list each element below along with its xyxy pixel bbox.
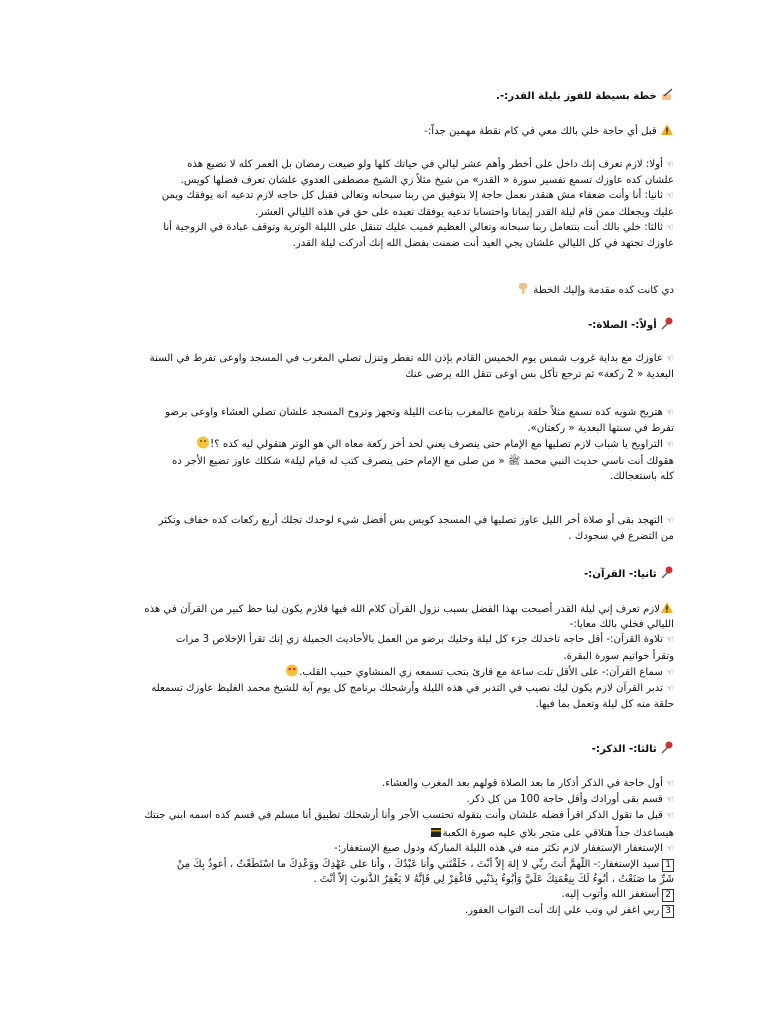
pointing-hand-icon: ☜ [665,408,674,418]
list-item-cont: من التضرع في سجودك . [568,531,674,543]
quran-intro: لازم تعرف إني ليلة القدر أصبحت بهذا الفضل بسبب نزول القرآن كلام الله فيها فلازم يكون لينا حظ كبير من القرآن في هذه [104,601,674,617]
list-item-cont: كله باستعجالك. [610,470,674,482]
pushpin-icon [660,566,674,579]
list-item: ☜هتريح شويه كده تسمع مثلاً حلقة برنامج عالمغرب بتاعت الليلة وتجهز وتروح المسجد علشان تصلي العشاء واوعى برضو [104,405,674,421]
list-item: ☜تلاوة القرآن:- أقل حاجه تاخدلك جزء كل ليلة وخليك برضو من العمل بالأحاديث الجميلة زي إنك تقرأ الإخلاص 3 مرات [104,632,674,648]
list-item: ☜أول حاجة في الذكر أذكار ما بعد الصلاة قولهم بعد المغرب والعشاء. [104,776,674,792]
intro-points [104,157,674,251]
pointing-hand-icon: ☜ [665,160,674,170]
number-badge: 2 [662,889,674,902]
list-item-cont: عاوزك تجتهد في كل الليالي علشان يجي العيد أنت ضمنت بفضل الله إنك أدركت ليلة القدر. [292,238,674,250]
istighfar-item: 3ربي اغفر لي وتب علي إنك أنت التواب الغفور. [104,903,674,918]
intro-block [104,123,674,139]
list-item: ☜أولا: لازم تعرف إنك داخل على أخطر وأهم عشر ليالي في حياتك كلها ولو ضيعت رمضان بل العمر كله لا تضيع هذه [104,157,674,173]
list-item: ☜الإستغفار الإستغفار لازم تكثر منه في هذه الليلة المباركة ودول صيغ الإستغفار:- [104,841,674,857]
list-item-cont: عليك ويجعلك ممن قام ليلة القدر إيمانا واحتسابا تدعيه يوفقك تعبده على حق في هذه الليالي العشر. [255,206,674,218]
section-dhikr-heading [104,741,674,757]
list-item-cont: حلقة منه كل ليلة وتعمل بما فيها. [535,699,674,711]
warning-icon [660,601,674,614]
pointing-hand-icon: ☜ [665,843,674,854]
pointing-hand-icon: ☜ [665,222,674,233]
pointing-hand-icon: ☜ [665,354,674,364]
list-item: ☜سماع القرآن:- على الأقل تلت ساعة مع قارئ بتحب تسمعه زي المنشاوي حبيب القلب. [104,664,674,681]
number-badge: 1 [662,859,674,872]
list-item: ☜ثانيا: أنا وأنت ضعفاء مش هنقدر نعمل حاجة إلا بتوفيق من ربنا سبحانه وتعالى فقبل كل حاجه لازم تدعيه انه يوفقك ويمن [104,188,674,204]
transition-text: دي كانت كده مقدمة وإليك الخطة [533,285,674,296]
transition-block [104,282,674,298]
intro-text: قبل أي حاجة خلي بالك معي في كام نقطة مهمين جداً:- [424,126,657,137]
pointing-hand-icon: ☜ [665,779,674,789]
section-heading: ثالثا:- الذكر:- [591,744,657,755]
thinking-face-icon [196,436,210,449]
istighfar-item: 1سيد الإستغفار:- اللَّهمَّ أنتَ ربِّي لا إلهَ إلاَّ أنْتَ ، خَلَقْتَني وأنا عَبْدُكَ ، وأنا على عَهْدِكَ ووَعْدِكَ ما اسْتَطَعْتُ ، أعوذُ بِكَ مِنْ [104,857,674,872]
list-item: ☜ثالثا: خلي بالك أنت بتتعامل ربنا سبحانه وتعالي العظيم فميب عليك تتنقل على الليلة الوترية وتوقف عبادة في الزوجية أنا [104,220,674,236]
number-badge: 3 [662,905,674,918]
istighfar-item-cont: شَرِّ ما صَنَعْتُ ، أبُوءُ لَكَ بِنِعْمَتِكَ عَلَيَّ وَأَبُوءُ بِذَنْبِي فَاغْفِرْ لِي فَإنَّهُ لا يَغْفِرُ الذُّنوبَ إلاَّ أنْتَ . [313,874,674,886]
list-item: ☜قسم بقى أورادك وأقل حاجة 100 من كل ذكر. [104,792,674,808]
list-item: ☜قبل ما تقول الذكر اقرأ فضله علشان وأنت بتقوله تحتسب الأجر وأنا أرشحلك تطبيق أنا مسلم في قسم كده اسمه ابني جنتك [104,808,674,824]
section-heading: أولاً:- الصلاة:- [588,320,657,331]
list-item: ☜عاوزك مع بداية غروب شمس يوم الخميس القادم بإذن الله تفطر وتنزل تصلي المغرب في المسجد واوعى تفرط في السنة [104,351,674,367]
pointing-hand-icon: ☜ [665,516,674,526]
prayer-points [104,351,674,382]
istighfar-item: 2أستغفر الله وأتوب إليه. [104,887,674,902]
section-quran-heading [104,566,674,582]
list-item-cont: هقولك أنت ناسي حديث النبي محمد ﷺ « من صلى مع الإمام حتى ينصرف كتب له قيام ليلة» شكلك عاوز تضيع الأجر ده [172,455,674,467]
kaaba-icon [429,825,443,838]
dhikr-block [104,776,674,918]
page-title: خطة بسيطة للفوز بليلة القدر:-. [496,91,657,102]
pushpin-icon [660,741,674,754]
pointing-hand-icon: ☜ [665,191,674,202]
quran-block [104,601,674,712]
pointing-hand-icon: ☜ [665,811,674,822]
list-item-cont: علشان كده عاوزك تسمع تفسير سورة « القدر» من شيخ مثلاً زي الشيخ مصطفى العدوي علشان تعرف فضلها كويس. [180,175,674,187]
list-item: ☜التراويح يا شباب لازم تصليها مع الإمام حتى ينصرف يعني لحد أخر ركعة معاه الي هو الوتر هتقولي ليه كده ؟! [104,436,674,453]
section-prayer-heading [104,317,674,333]
writing-hand-icon [660,88,674,101]
pointing-hand-icon: ☜ [665,667,674,678]
list-item-cont: وتقرأ خواتيم سورة البقرة. [563,650,674,662]
warning-icon [660,123,674,136]
list-item: ☜تدبر القرآن لازم يكون ليك نصيب في التدبر في هذه الليلة وأرشحلك برنامج كل يوم آية للشيخ محمد الغليظ عاوزك تسمعله [104,681,674,697]
pointing-hand-icon: ☜ [665,795,674,806]
title-block [104,88,674,104]
pointing-hand-icon: ☜ [665,440,674,451]
list-item: ☜التهجد بقى أو صلاة أخر الليل عاوز تصليها في المسجد كويس بس أفضل شيء لوحدك تجلك أربع ركعات كده خفاف وتكثر [104,513,674,529]
list-item-cont: البعدية « 2 ركعة» ثم ترجع تأكل بس اوعى تتقل الله يرضى عنك [405,369,674,381]
list-item-cont: تفرط في سنتها البعدية « ركعتان». [527,423,674,435]
prayer-points-3 [104,513,674,544]
pointing-down-icon [516,282,530,295]
pointing-hand-icon: ☜ [665,635,674,646]
list-item-cont: هيساعدك جداً هتلاقي على متجر بلاي عليه صورة الكعبة [104,825,674,841]
heart-eyes-icon [285,664,299,677]
pointing-hand-icon: ☜ [665,684,674,695]
prayer-points-2 [104,405,674,484]
quran-intro-cont: الليالي فخلي بالك معايا:- [569,619,674,631]
section-heading: ثانيا:- القرآن:- [583,569,657,580]
pushpin-icon [660,317,674,330]
